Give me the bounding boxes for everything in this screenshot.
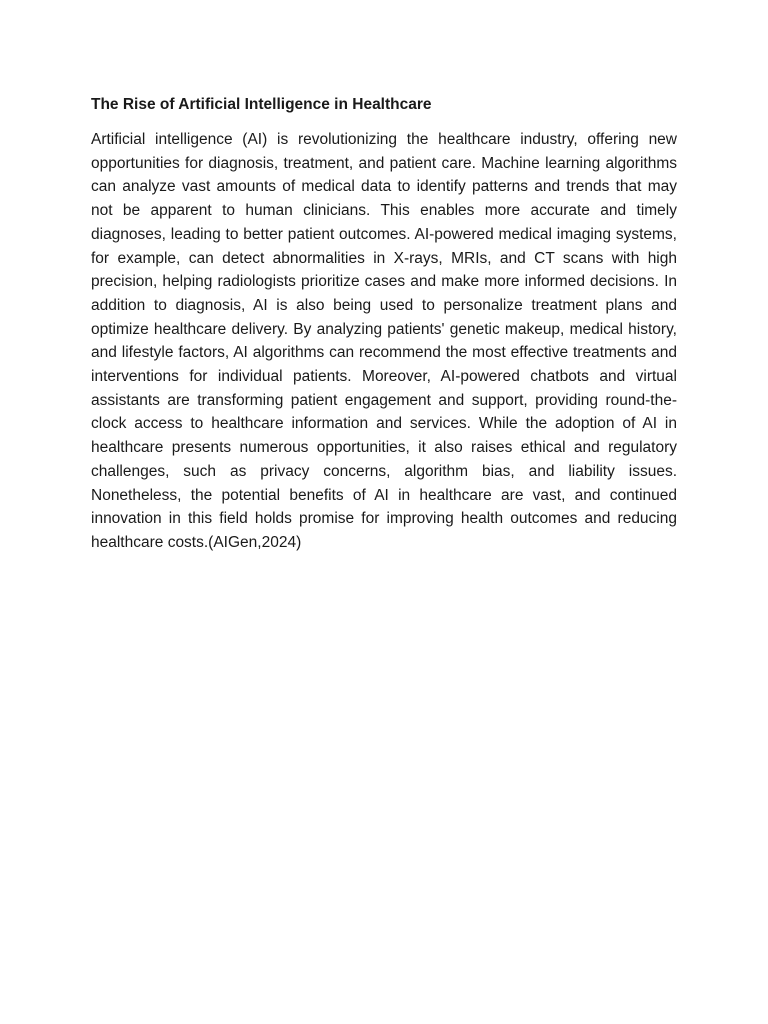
document-body-paragraph: Artificial intelligence (AI) is revolutionizing the healthcare industry, offering new opportunities for diagnosis, treatment, and patient care. Machine learning algorithms can analyze vast amounts of medical data to identify patterns and trends that may not be apparent to human clinicians. This enables more accurate and timely diagnoses, leading to better patient outcomes. AI-powered medical imaging systems, for example, can detect abnormalities in X-rays, MRIs, and CT scans with high precision, helping radiologists prioritize cases and make more informed decisions. In addition to diagnosis, AI is also being used to personalize treatment plans and optimize healthcare delivery. By analyzing patients' genetic makeup, medical history, and lifestyle factors, AI algorithms can recommend the most effective treatments and interventions for individual patients. Moreover, AI-powered chatbots and virtual assistants are transforming patient engagement and support, providing round-the-clock access to healthcare information and services. While the adoption of AI in healthcare presents numerous opportunities, it also raises ethical and regulatory challenges, such as privacy concerns, algorithm bias, and liability issues. Nonetheless, the potential benefits of AI in healthcare are vast, and continued innovation in this field holds promise for improving health outcomes and reducing healthcare costs.(AIGen,2024) [91,131,677,551]
document-title: The Rise of Artificial Intelligence in Healthcare [91,96,432,113]
document-content [91,94,677,555]
